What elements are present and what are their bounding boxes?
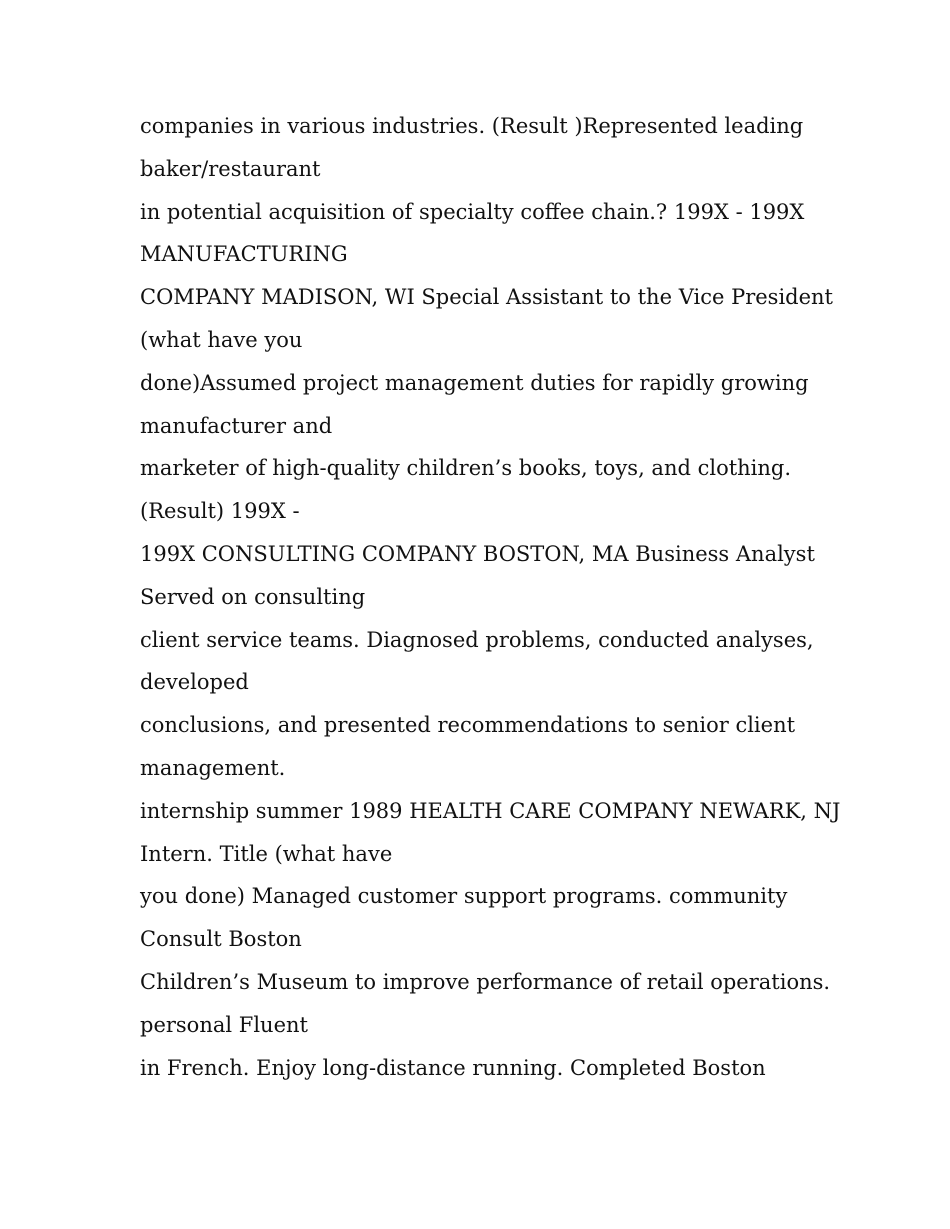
text-line: done)Assumed project management duties for rapidly growing xyxy=(140,370,809,395)
text-line: developed xyxy=(140,670,249,695)
text-line: in potential acquisition of specialty coffee chain.? 199X - 199X xyxy=(140,199,805,224)
text-line: manufacturer and xyxy=(140,413,333,438)
text-line: management. xyxy=(140,755,286,780)
text-line: COMPANY MADISON, WI Special Assistant to the Vice President xyxy=(140,285,833,310)
text-line: in French. Enjoy long-distance running. Completed Boston xyxy=(140,1055,766,1080)
text-line: internship summer 1989 HEALTH CARE COMPANY NEWARK, NJ xyxy=(140,798,841,823)
resume-text-block xyxy=(140,105,841,1089)
text-line: 199X CONSULTING COMPANY BOSTON, MA Business Analyst xyxy=(140,541,815,566)
text-line: companies in various industries. (Result )Represented leading xyxy=(140,114,804,138)
text-line: (Result) 199X - xyxy=(140,499,300,524)
text-line: marketer of high-quality children’s books, toys, and clothing. xyxy=(140,456,792,481)
text-line: Children’s Museum to improve performance of retail operations. xyxy=(140,969,831,994)
text-line: baker/restaurant xyxy=(140,156,321,181)
text-line: Consult Boston xyxy=(140,927,302,952)
text-line: you done) Managed customer support programs. community xyxy=(140,884,788,909)
text-line: conclusions, and presented recommendations to senior client xyxy=(140,713,796,738)
text-line: MANUFACTURING xyxy=(140,242,348,267)
text-line: Served on consulting xyxy=(140,584,366,609)
text-line: client service teams. Diagnosed problems, conducted analyses, xyxy=(140,627,814,652)
text-line: personal Fluent xyxy=(140,1012,308,1037)
text-line: (what have you xyxy=(140,327,303,352)
text-line: Intern. Title (what have xyxy=(140,841,393,866)
